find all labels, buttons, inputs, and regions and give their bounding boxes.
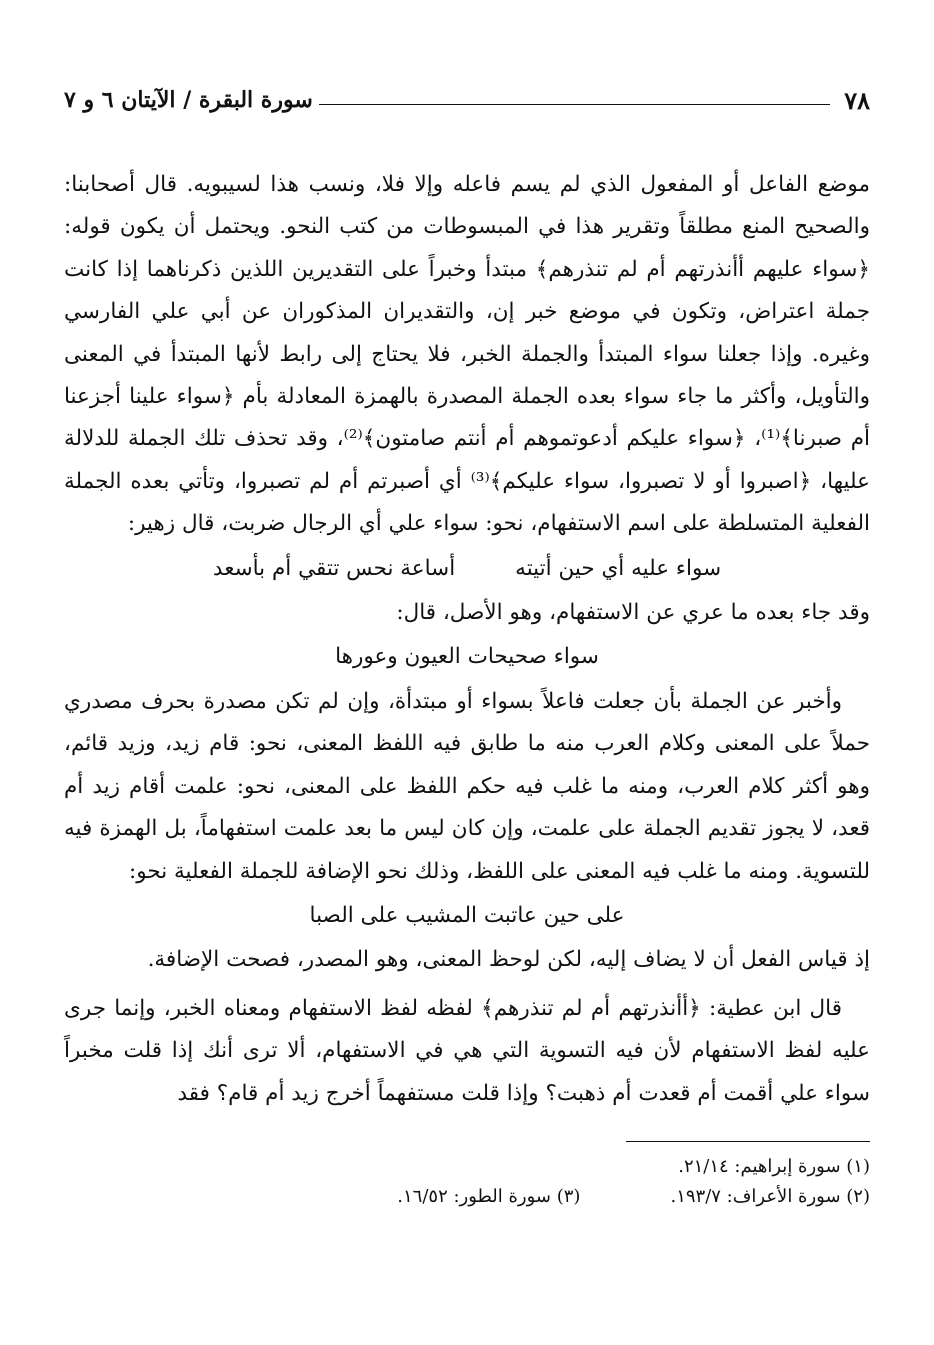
paragraph-4: إذ قياس الفعل أن لا يضاف إليه، لكن لوحظ المعنى، وهو المصدر، فصحت الإضافة.: [147, 947, 870, 973]
footnote-rule: [626, 1141, 870, 1142]
footnotes: [64, 1152, 870, 1212]
footnote-row: [64, 1182, 870, 1212]
paragraph-5: قال ابن عطية: ﴿أأنذرتهم أم لم تنذرهم﴾ لفظه لفظ الاستفهام ومعناه الخبر، وإنما جرى عليه لفظ الاستفهام لأن فيه التسوية التي هي في الاستفهام، ألا ترى أنك إذا قلت مخبراً سواء علي أقمت أم قعدت أم ذهبت؟ وإذا قلت مستفهماً أخرج زيد أم قام؟ فقد: [64, 995, 870, 1106]
book-page: [64, 80, 870, 1310]
page-number: ٧٨: [844, 85, 870, 115]
running-title: سورة البقرة / الآيتان ٦ و ٧: [64, 87, 313, 113]
paragraph-3: وأخبر عن الجملة بأن جعلت فاعلاً بسواء أو مبتدأة، وإن لم تكن مصدرة بحرف مصدري حملاً على المعنى وكلام العرب منه ما طابق فيه اللفظ المعنى، نحو: قام زيد، وزيد قائم، وهو أكثر كلام العرب، ومنه ما غلب فيه حكم اللفظ على المعنى، نحو: علمت أقام زيد أم قعد، لا يجوز تقديم الجملة على علمت، وإن كان ليس ما بعد علمت استفهاماً، بل الهمزة فيه للتسوية. ومنه ما غلب فيه المعنى على اللفظ، وذلك نحو الإضافة للجملة الفعلية نحو:: [64, 688, 870, 884]
verse-3: على حين عاتبت المشيب على الصبا: [309, 902, 625, 928]
paragraph-2: وقد جاء بعده ما عري عن الاستفهام، وهو الأصل، قال:: [396, 600, 870, 626]
footnote-1: (١) سورة إبراهيم: ٢١/١٤.: [678, 1155, 870, 1177]
verse-zuhair-first-hemistich: سواء عليه أي حين أتيته: [515, 555, 722, 581]
header-rule: [319, 104, 830, 105]
footnote-2: (٢) سورة الأعراف: ١٩٣/٧.: [670, 1185, 870, 1207]
page-header: [64, 80, 870, 120]
footnote-3: (٣) سورة الطور: ١٦/٥٢.: [397, 1185, 581, 1207]
verse-zuhair: [64, 548, 870, 590]
paragraph-1: موضع الفاعل أو المفعول الذي لم يسم فاعله وإلا فلا، ونسب هذا لسيبويه. قال أصحابنا: والصحيح المنع مطلقاً وتقرير هذا في المبسوطات من كتب النحو. ويحتمل أن يكون قوله: ﴿سواء عليهم أأنذرتهم أم لم تنذرهم﴾ مبتدأ وخبراً على التقديرين اللذين ذكرناهما إذا كانت جملة اعتراض، وتكون في موضع خبر إن، والتقديران المذكوران عن أبي علي الفارسي وغيره. وإذا جعلنا سواء المبتدأ والجملة الخبر، فلا يحتاج إلى رابط لأنها المبتدأ في المعنى والتأويل، وأكثر ما جاء سواء بعده الجملة المصدرة بالهمزة المعادلة بأم ﴿سواء علينا أجزعنا أم صبرنا﴾⁽¹⁾، ﴿سواء عليكم أدعوتموهم أم أنتم صامتون﴾⁽²⁾، وقد تحذف تلك الجملة للدلالة عليها، ﴿اصبروا أو لا تصبروا، سواء عليكم﴾⁽³⁾ أي أصبرتم أم لم تصبروا، وتأتي بعده الجملة الفعلية المتسلطة على اسم الاستفهام، نحو: سواء علي أي الرجال ضربت، قال زهير:: [64, 172, 871, 537]
verse-2: سواء صحيحات العيون وعورها: [335, 644, 599, 670]
verse-zuhair-second-hemistich: أساعة نحس تتقي أم بأسعد: [212, 555, 456, 581]
